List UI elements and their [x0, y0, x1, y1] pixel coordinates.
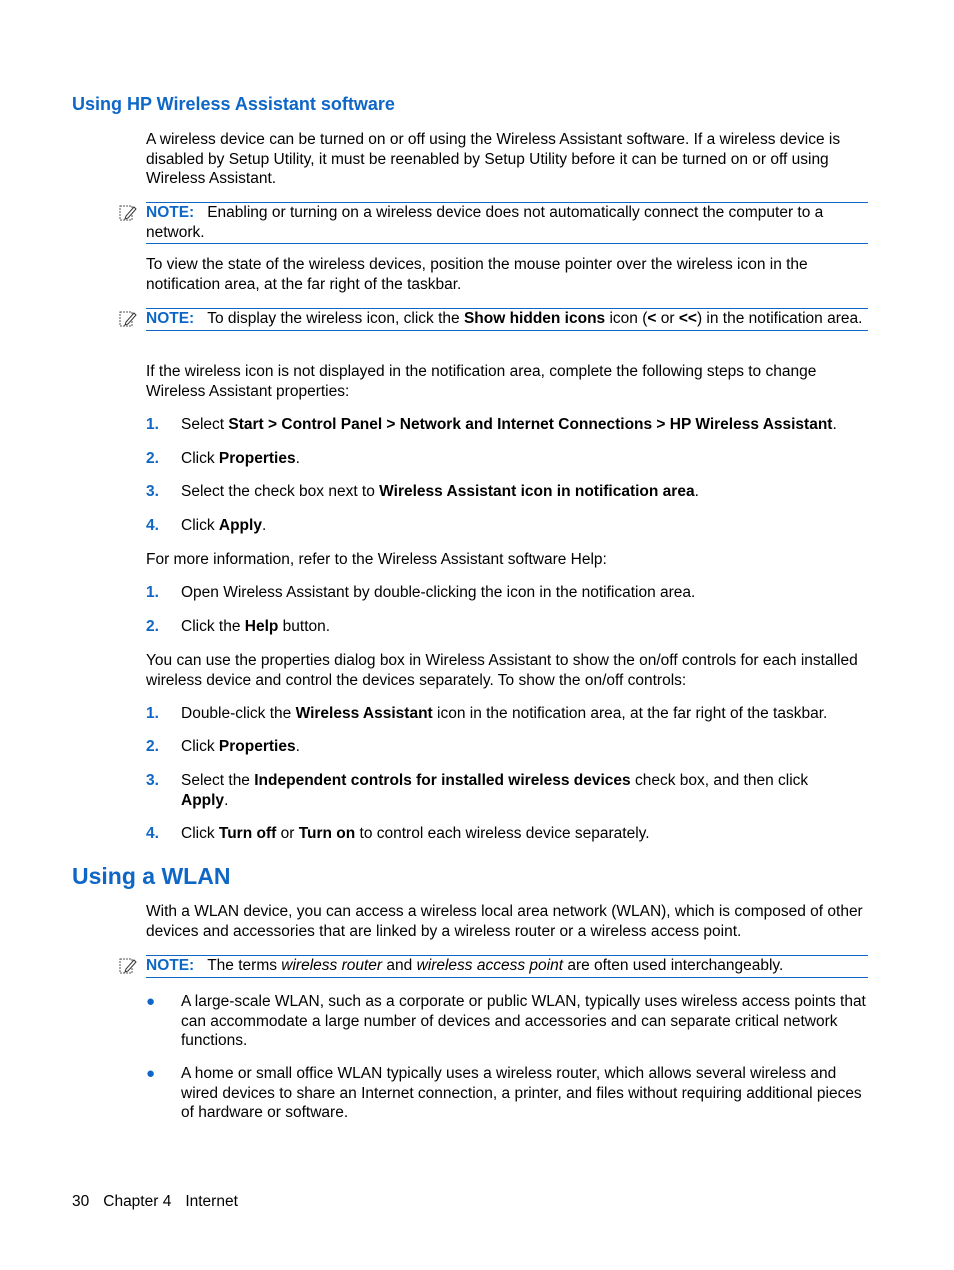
step-text: . [832, 416, 837, 433]
step-text: . [224, 791, 229, 809]
step-bold-text: Apply [218, 517, 262, 534]
step-number: 2. [146, 618, 159, 635]
step-number: 1. [146, 705, 159, 722]
bullet-text: A large-scale WLAN, such as a corporate or public WLAN, typically uses wireless access points that can accommodate a large number of devices and accessories and can separate critical network functions. [181, 993, 866, 1049]
note-bold-text: << [678, 310, 697, 327]
step-number: 1. [146, 584, 159, 601]
list-item-step [146, 704, 868, 724]
section-heading-wlan: Using a WLAN [72, 863, 231, 889]
step-number: 3. [146, 483, 159, 500]
note-box-1 [146, 202, 868, 244]
step-bold-text: Turn off [218, 825, 277, 842]
step-text: Click [181, 450, 219, 467]
step-text: Select [181, 416, 229, 433]
step-bold-text: Wireless Assistant [295, 705, 433, 722]
step-text: . [295, 450, 300, 467]
note-text: and [382, 957, 417, 974]
list-item-step [146, 771, 868, 810]
list-item-step [146, 482, 868, 502]
note-text: Enabling or turning on a wireless device does not automatically connect the computer to a network. [146, 204, 824, 241]
paragraph-properties-dialog: You can use the properties dialog box in Wireless Assistant to show the on/off controls for each installed wireless device and control the devices separately. To show the on/off controls: [146, 652, 858, 689]
step-text: . [694, 483, 699, 500]
list-item-step [146, 449, 868, 469]
list-item-bullet [146, 992, 868, 1051]
step-bold-text: Properties [218, 450, 296, 467]
bullet-dot-icon: ● [146, 993, 156, 1010]
bullet-dot-icon: ● [146, 1065, 156, 1082]
note-bold-text: < [647, 310, 657, 327]
section-heading-wireless-assistant: Using HP Wireless Assistant software [72, 94, 395, 114]
step-number: 1. [146, 416, 159, 433]
paragraph-view-state: To view the state of the wireless devices, position the mouse pointer over the wireless icon in the notification area, at the far right of the taskbar. [146, 256, 808, 293]
chapter-label: Chapter 4 [103, 1193, 172, 1210]
note-pencil-icon [119, 957, 137, 975]
step-text: Select the [181, 772, 255, 789]
step-bold-text: Properties [218, 738, 296, 755]
note-italic-text: wireless access point [416, 957, 564, 974]
step-number: 4. [146, 517, 159, 534]
note-pencil-icon [119, 310, 137, 328]
paragraph-more-info: For more information, refer to the Wireless Assistant software Help: [146, 551, 607, 568]
step-text: Click [181, 738, 219, 755]
step-bold-text: Apply [181, 791, 225, 809]
note-text: are often used interchangeably. [563, 957, 784, 974]
chapter-title: Internet [185, 1193, 238, 1210]
step-text: Click [181, 825, 219, 842]
note-italic-text: wireless router [281, 957, 383, 974]
page-number: 30 [72, 1193, 90, 1210]
step-text: Double-click the [181, 705, 296, 722]
note-text: ) in the notification area. [696, 310, 863, 327]
step-number: 4. [146, 825, 159, 842]
paragraph-intro: A wireless device can be turned on or off using the Wireless Assistant software. If a wireless device is disabled by Setup Utility, it must be reenabled by Setup Utility before it can be turned on or off using Wireless Assistant. [146, 131, 841, 187]
step-text: Click [181, 517, 219, 534]
paragraph-wlan-intro: With a WLAN device, you can access a wireless local area network (WLAN), which is composed of other devices and accessories that are linked by a wireless router or a wireless access point. [146, 903, 863, 940]
step-text: Select the check box next to [181, 483, 380, 500]
list-item-step [146, 415, 868, 435]
step-text: . [295, 738, 300, 755]
step-text: . [261, 517, 267, 534]
step-text: check box, and then click [630, 772, 809, 789]
step-bold-text: Help [244, 618, 279, 635]
note-box-2 [146, 308, 868, 331]
bullet-text: A home or small office WLAN typically uses a wireless router, which allows several wireless and wired devices to share an Internet connection, a printer, and files without requiring additional pieces of hardware or software. [181, 1065, 862, 1121]
note-label: NOTE: [146, 957, 195, 974]
step-bold-text: Wireless Assistant icon in notification area [379, 483, 695, 500]
note-pencil-icon [119, 204, 137, 222]
note-bold-text: Show hidden icons [463, 310, 606, 327]
note-text: icon ( [605, 310, 648, 327]
paragraph-icon-not-displayed: If the wireless icon is not displayed in the notification area, complete the following steps to change Wireless Assistant properties: [146, 363, 817, 400]
step-bold-text: Independent controls for installed wireless devices [254, 772, 631, 789]
page-footer [72, 1193, 252, 1211]
step-number: 2. [146, 738, 159, 755]
list-item-step [146, 737, 868, 757]
step-text: to control each wireless device separately. [355, 825, 650, 842]
list-item-step [146, 583, 868, 603]
note-text: The terms [207, 957, 282, 974]
step-text: Open Wireless Assistant by double-clicking the icon in the notification area. [181, 584, 696, 601]
note-label: NOTE: [146, 204, 195, 221]
step-number: 3. [146, 772, 159, 789]
step-bold-text: Turn on [298, 825, 356, 842]
list-item-step [146, 516, 868, 536]
list-item-step [146, 617, 868, 637]
list-item-bullet [146, 1064, 868, 1123]
list-item-step [146, 824, 868, 844]
step-text: Click the [181, 618, 245, 635]
note-text: or [656, 310, 679, 327]
step-text: button. [278, 618, 331, 635]
step-text: icon in the notification area, at the far right of the taskbar. [432, 705, 828, 722]
note-box-3 [146, 955, 868, 978]
step-text: or [276, 825, 299, 842]
step-bold-text: Start > Control Panel > Network and Internet Connections > HP Wireless Assistant [228, 416, 833, 433]
step-number: 2. [146, 450, 159, 467]
note-label: NOTE: [146, 310, 195, 327]
note-text: To display the wireless icon, click the [207, 310, 464, 327]
